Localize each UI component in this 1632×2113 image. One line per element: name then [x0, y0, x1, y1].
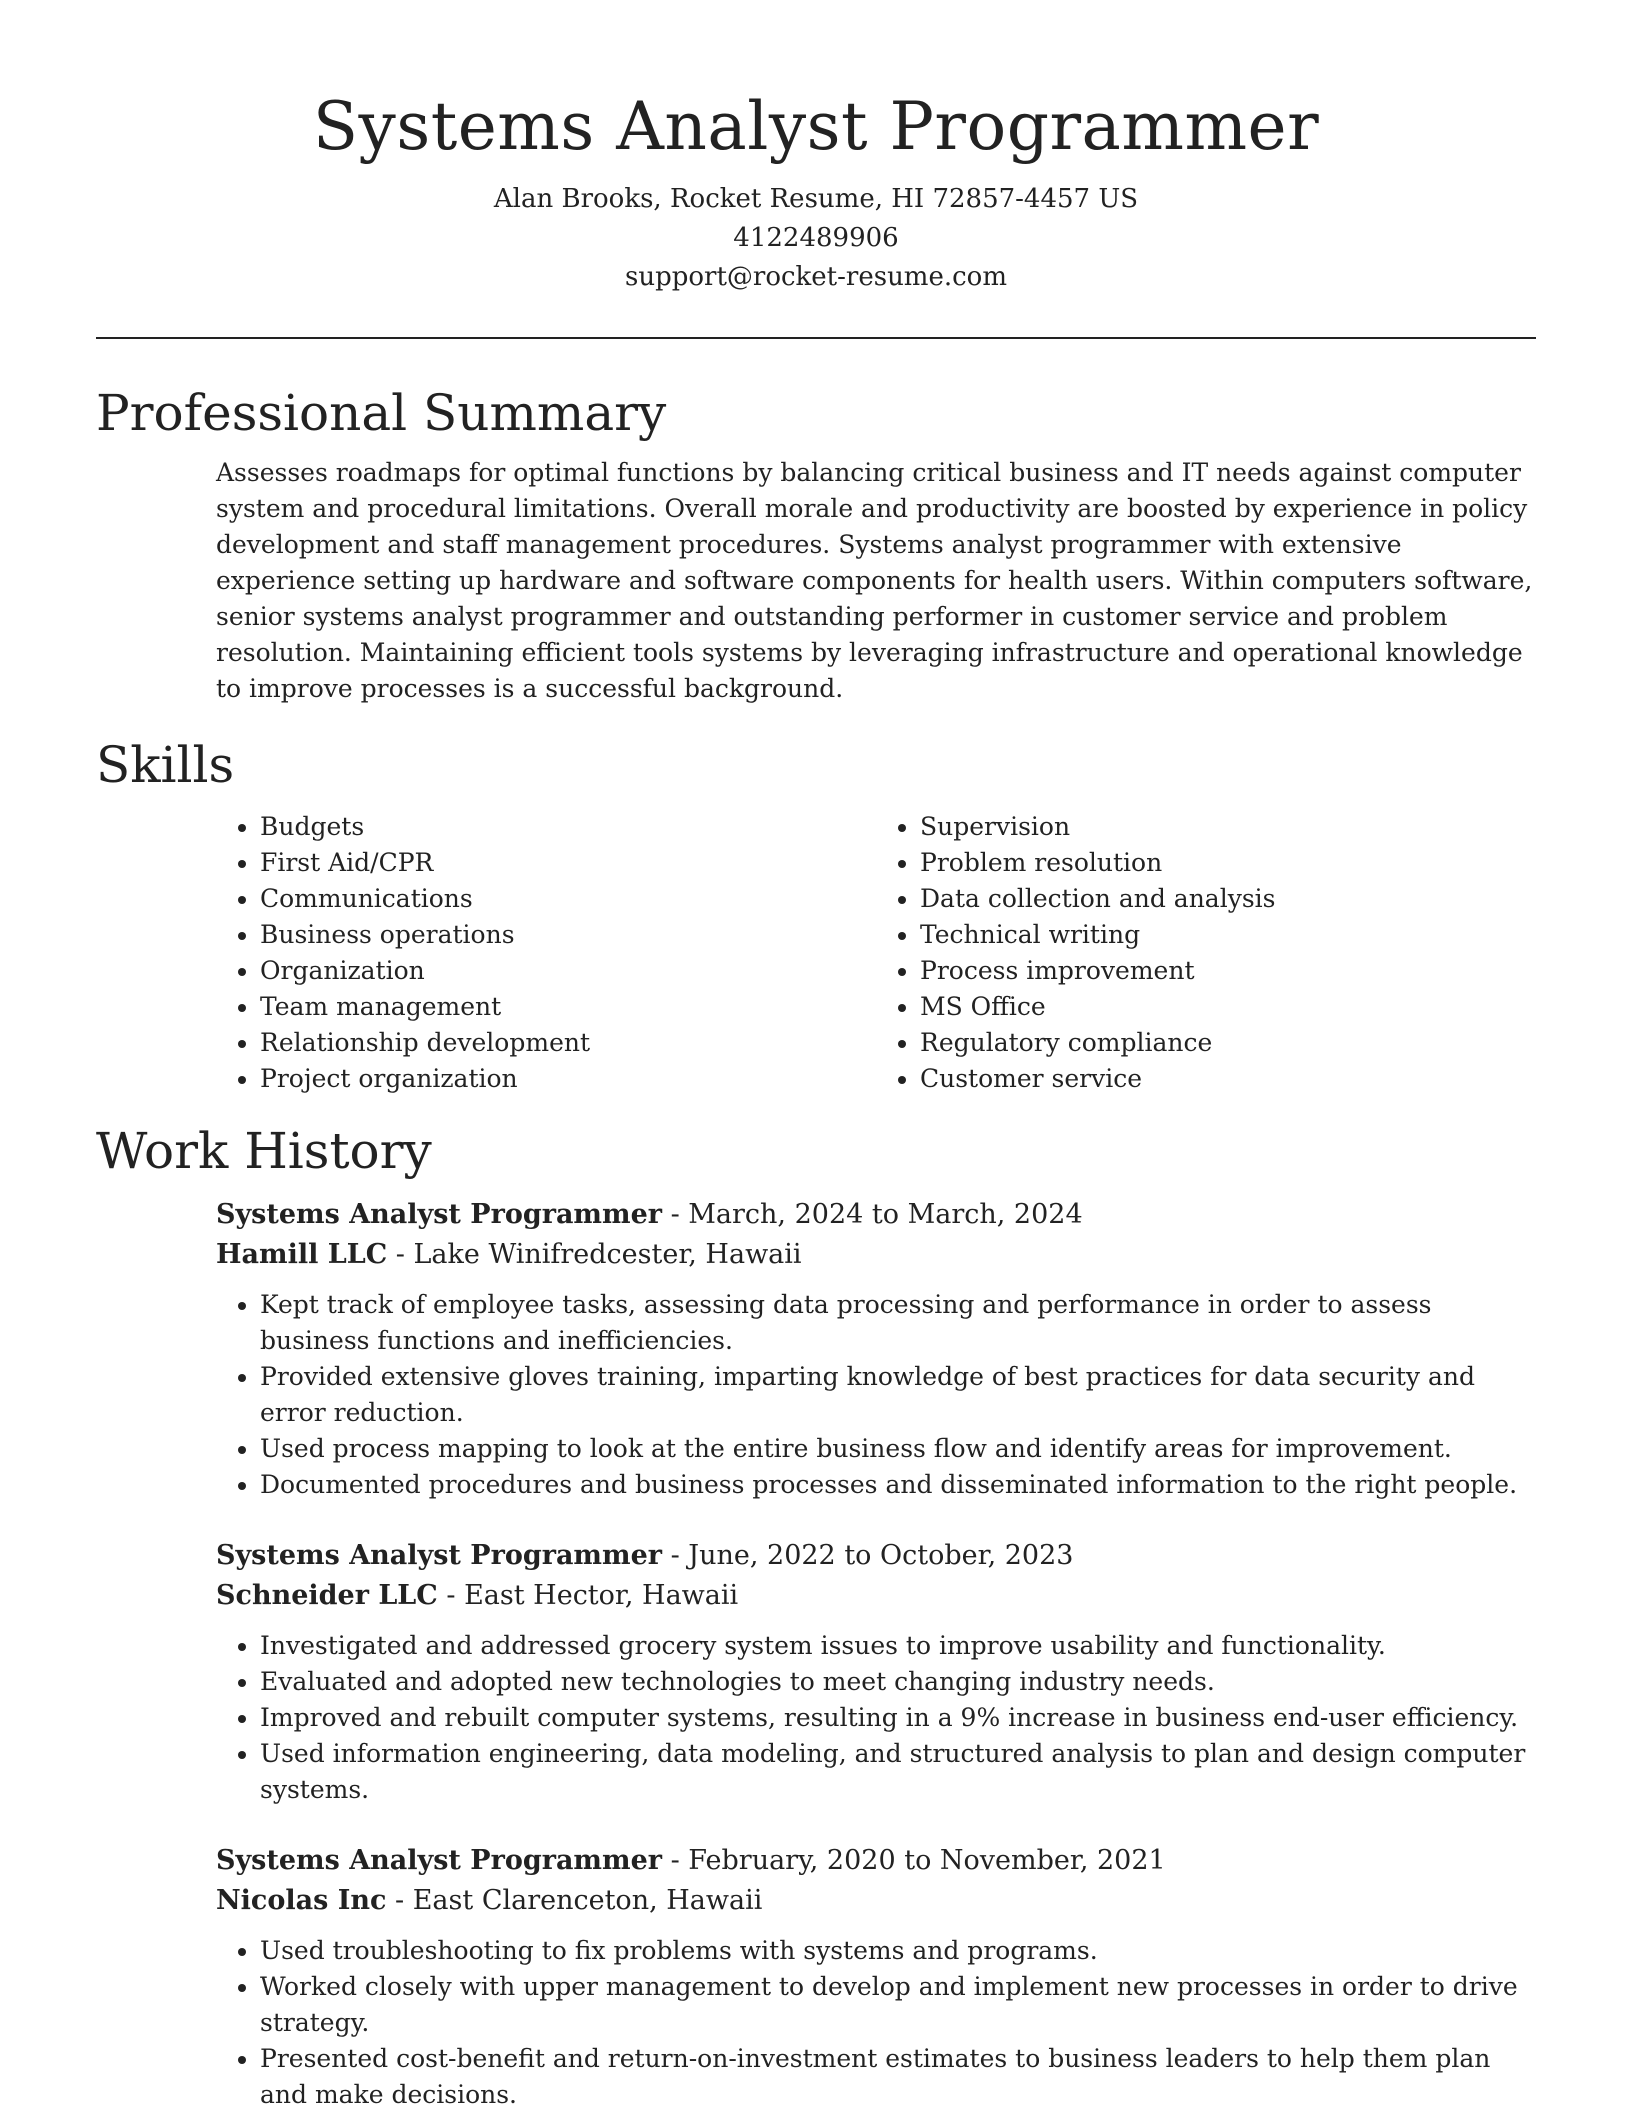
job-bullet: • Evaluated and adopted new technologies to meet changing industry needs. [260, 1664, 1536, 1700]
skill-item: • Budgets [260, 809, 876, 845]
skill-item: • Supervision [920, 809, 1536, 845]
skill-item: • Communications [260, 881, 876, 917]
contact-phone: 4122489906 [733, 223, 899, 253]
job-role: Systems Analyst Programmer [216, 1540, 662, 1571]
job-title-line [216, 1841, 1536, 1881]
skills-column-left [216, 809, 876, 1097]
job-bullet: • Documented procedures and business processes and disseminated information to the right people. [260, 1467, 1536, 1503]
job-company-line [216, 1881, 1536, 1921]
job-bullet: • Improved and rebuilt computer systems, resulting in a 9% increase in business end-user efficiency. [260, 1700, 1536, 1736]
skills-heading: Skills [96, 736, 235, 794]
job-company: Nicolas Inc [216, 1885, 387, 1916]
job-title-line [216, 1195, 1536, 1235]
contact-block [96, 180, 1536, 297]
job-bullet: • Worked closely with upper management to develop and implement new processes in order to drive strategy. [260, 1969, 1536, 2041]
job-location: - East Hector, Hawaii [437, 1580, 739, 1611]
job-bullet: • Presented cost-benefit and return-on-investment estimates to business leaders to help them plan and make decisions. [260, 2041, 1536, 2113]
job-dates: - February, 2020 to November, 2021 [661, 1845, 1166, 1876]
skill-item: • Process improvement [920, 953, 1536, 989]
skill-item: • Organization [260, 953, 876, 989]
job-location: - East Clarenceton, Hawaii [386, 1885, 763, 1916]
job-bullet: • Used information engineering, data modeling, and structured analysis to plan and design computer systems. [260, 1736, 1536, 1808]
job-bullets [216, 1933, 1536, 2113]
summary-text: Assesses roadmaps for optimal functions by balancing critical business and IT needs against computer system and procedural limitations. Overall morale and productivity are boosted by experience in policy development and staff management procedures. Systems analyst programmer with extensive experience setting up hardware and software components for health users. Within computers software, senior systems analyst programmer and outstanding performer in customer service and problem resolution. Maintaining efficient tools systems by leveraging infrastructure and operational knowledge to improve processes is a successful background. [216, 458, 1533, 703]
job-entry [216, 1841, 1536, 2113]
skill-item: • First Aid/CPR [260, 845, 876, 881]
job-role: Systems Analyst Programmer [216, 1199, 662, 1230]
skill-item: • Project organization [260, 1061, 876, 1097]
contact-address: Alan Brooks, Rocket Resume, HI 72857-4457 US [493, 184, 1139, 214]
job-company: Schneider LLC [216, 1580, 438, 1611]
job-dates: - March, 2024 to March, 2024 [661, 1199, 1083, 1230]
job-company-line [216, 1235, 1536, 1275]
skill-item: • Relationship development [260, 1025, 876, 1061]
skills-column-right [876, 809, 1536, 1097]
job-location: - Lake Winifredcester, Hawaii [387, 1239, 802, 1270]
skill-item: • Technical writing [920, 917, 1536, 953]
skill-item: • MS Office [920, 989, 1536, 1025]
resume-title: Systems Analyst Programmer [312, 88, 1320, 165]
job-company-line [216, 1576, 1536, 1616]
resume-page [96, 0, 1536, 2113]
job-bullet: • Investigated and addressed grocery system issues to improve usability and functionality. [260, 1628, 1536, 1664]
skill-item: • Problem resolution [920, 845, 1536, 881]
job-title-line [216, 1536, 1536, 1576]
job-bullet: • Provided extensive gloves training, imparting knowledge of best practices for data security and error reduction. [260, 1359, 1536, 1431]
job-dates: - June, 2022 to October, 2023 [661, 1540, 1074, 1571]
contact-email: support@rocket-resume.com [624, 262, 1007, 292]
skill-item: • Customer service [920, 1061, 1536, 1097]
work-history-heading: Work History [96, 1122, 432, 1180]
skill-item: • Team management [260, 989, 876, 1025]
job-role: Systems Analyst Programmer [216, 1845, 662, 1876]
header-divider [96, 337, 1536, 339]
resume-header [96, 0, 1536, 297]
job-bullet: • Kept track of employee tasks, assessing data processing and performance in order to assess business functions and inefficiencies. [260, 1287, 1536, 1359]
job-bullets [216, 1628, 1536, 1808]
job-entry [216, 1536, 1536, 1808]
job-entry [216, 1195, 1536, 1503]
job-bullet: • Used process mapping to look at the entire business flow and identify areas for improvement. [260, 1431, 1536, 1467]
job-bullet: • Used troubleshooting to fix problems with systems and programs. [260, 1933, 1536, 1969]
job-company: Hamill LLC [216, 1239, 388, 1270]
skill-item: • Business operations [260, 917, 876, 953]
skills-grid [216, 809, 1536, 1097]
job-bullets [216, 1287, 1536, 1503]
summary-heading: Professional Summary [96, 384, 667, 442]
skill-item: • Regulatory compliance [920, 1025, 1536, 1061]
skill-item: • Data collection and analysis [920, 881, 1536, 917]
